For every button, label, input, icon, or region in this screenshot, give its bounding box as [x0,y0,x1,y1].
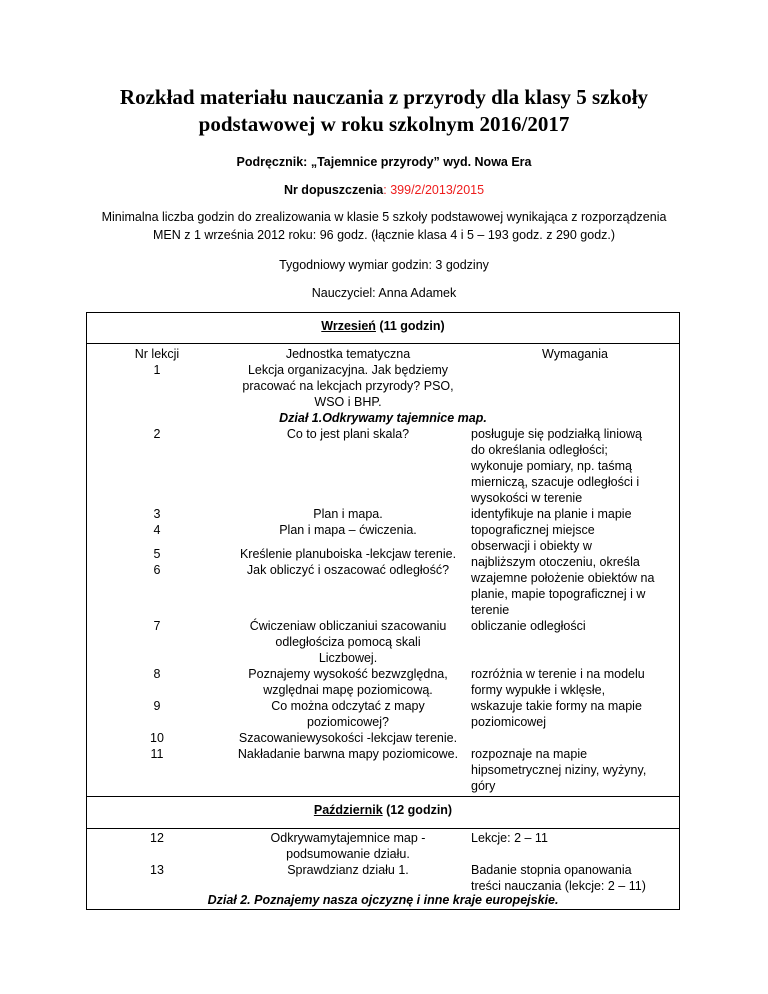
lesson-requirements: rozróżnia w terenie i na modelu formy wypukłe i wklęsłe, wskazuje takie formy na mapie poziomicowej [471,667,645,729]
lesson-topic: Nakładanie barwna mapy poziomicowe. [237,747,459,761]
lesson-number: 10 [150,731,164,745]
lesson-number: 4 [153,523,161,537]
lesson-topic: Co to jest plani skala? [286,427,410,441]
table-border-top [86,312,680,313]
approval-label: Nr dopuszczenia [283,183,384,197]
min-hours-line-2: MEN z 1 września 2012 roku: 96 godz. (łącznie klasa 4 i 5 – 193 godz. z 290 godz.) [152,228,616,242]
lesson-topic: Jak obliczyć i oszacować odległość? [246,563,450,577]
lesson-requirements: identyfikuje na planie i mapie topograficznej miejsce obserwacji i obiekty w najbliższym otoczeniu, określa wzajemne położenie obiektów na planie, mapie topograficznej i w terenie [471,507,655,617]
table-border-right [679,312,680,910]
document-title [0,84,768,138]
lesson-topic: Ćwiczeniaw obliczaniui szacowaniu odległościza pomocą skali Liczbowej. [249,619,447,665]
month-header-september [86,318,680,334]
lesson-number: 7 [153,619,161,633]
month-hours: (12 godzin) [382,803,453,817]
lesson-number: 5 [153,547,161,561]
lesson-number: 11 [150,747,164,761]
lesson-number: 6 [153,563,161,577]
lesson-topic: Odkrywamytajemnice map ‑ podsumowanie działu. [270,831,426,861]
month-name: Wrzesień [321,319,376,333]
table-border-left [86,312,87,910]
month-header-october [86,802,680,818]
lesson-topic: Kreślenie planuboiska ‑lekcjaw terenie. [239,547,457,561]
lesson-table [86,312,680,910]
lesson-requirements: Badanie stopnia opanowania treści nauczania (lekcje: 2 – 11) [471,863,646,893]
textbook-line: Podręcznik: „Tajemnice przyrody” wyd. Nowa Era [236,155,532,169]
lesson-requirements: posługuje się podziałką liniową do określania odległości; wykonuje pomiary, np. taśmą mierniczą, szacuje odległości i wysokości w terenie [471,427,642,505]
lesson-number: 2 [153,427,161,441]
lesson-topic: Plan i mapa – ćwiczenia. [279,523,417,537]
lesson-topic: Szacowaniewysokości ‑lekcjaw terenie. [238,731,458,745]
lesson-topic: Poznajemy wysokość bezwzględna, względnai mapę poziomicową. [248,667,448,697]
lesson-topic: Lekcja organizacyjna. Jak będziemy pracować na lekcjach przyrody? PSO, WSO i BHP. [242,363,454,409]
title-line-2: podstawowej w roku szkolnym 2016/2017 [198,112,570,136]
title-line-1: Rozkład materiału nauczania z przyrody dla klasy 5 szkoły [119,85,649,109]
approval-line [0,181,768,199]
lesson-number: 8 [153,667,161,681]
lesson-number: 13 [150,863,164,877]
lesson-topic: Plan i mapa. [313,507,383,521]
approval-separator: : [383,183,391,197]
section-heading: Dział 2. Poznajemy nasza ojczyznę i inne kraje europejskie. [207,893,559,907]
lesson-requirements: rozpoznaje na mapie hipsometrycznej niziny, wyżyny, góry [471,747,647,793]
approval-number: 399/2/2013/2015 [390,183,485,197]
table-divider-month2-top [86,796,680,797]
table-border-bottom [86,909,680,910]
min-hours-line-1: Minimalna liczba godzin do zrealizowania w klasie 5 szkoły podstawowej wynikająca z rozporządzenia [101,210,667,224]
col-header-topic: Jednostka tematyczna [285,347,411,361]
col-header-requirements: Wymagania [542,347,608,361]
section-heading: Dział 1.Odkrywamy tajemnice map. [279,411,487,425]
lesson-number: 1 [153,363,161,377]
lesson-number: 3 [153,507,161,521]
table-divider-month2-bottom [86,828,680,829]
teacher: Nauczyciel: Anna Adamek [311,286,457,300]
weekly-hours: Tygodniowy wymiar godzin: 3 godziny [279,258,489,272]
lesson-topic: Co można odczytać z mapy poziomicowej? [271,699,425,729]
lesson-number: 9 [153,699,161,713]
lesson-requirements: obliczanie odległości [471,619,586,633]
lesson-requirements: Lekcje: 2 – 11 [471,831,548,845]
month-hours: (11 godzin) [375,319,445,333]
lesson-number: 12 [150,831,164,845]
table-divider-month1 [86,343,680,344]
lesson-topic: Sprawdzianz działu 1. [287,863,409,877]
col-header-nr: Nr lekcji [134,347,180,361]
month-name: Październik [313,803,383,817]
